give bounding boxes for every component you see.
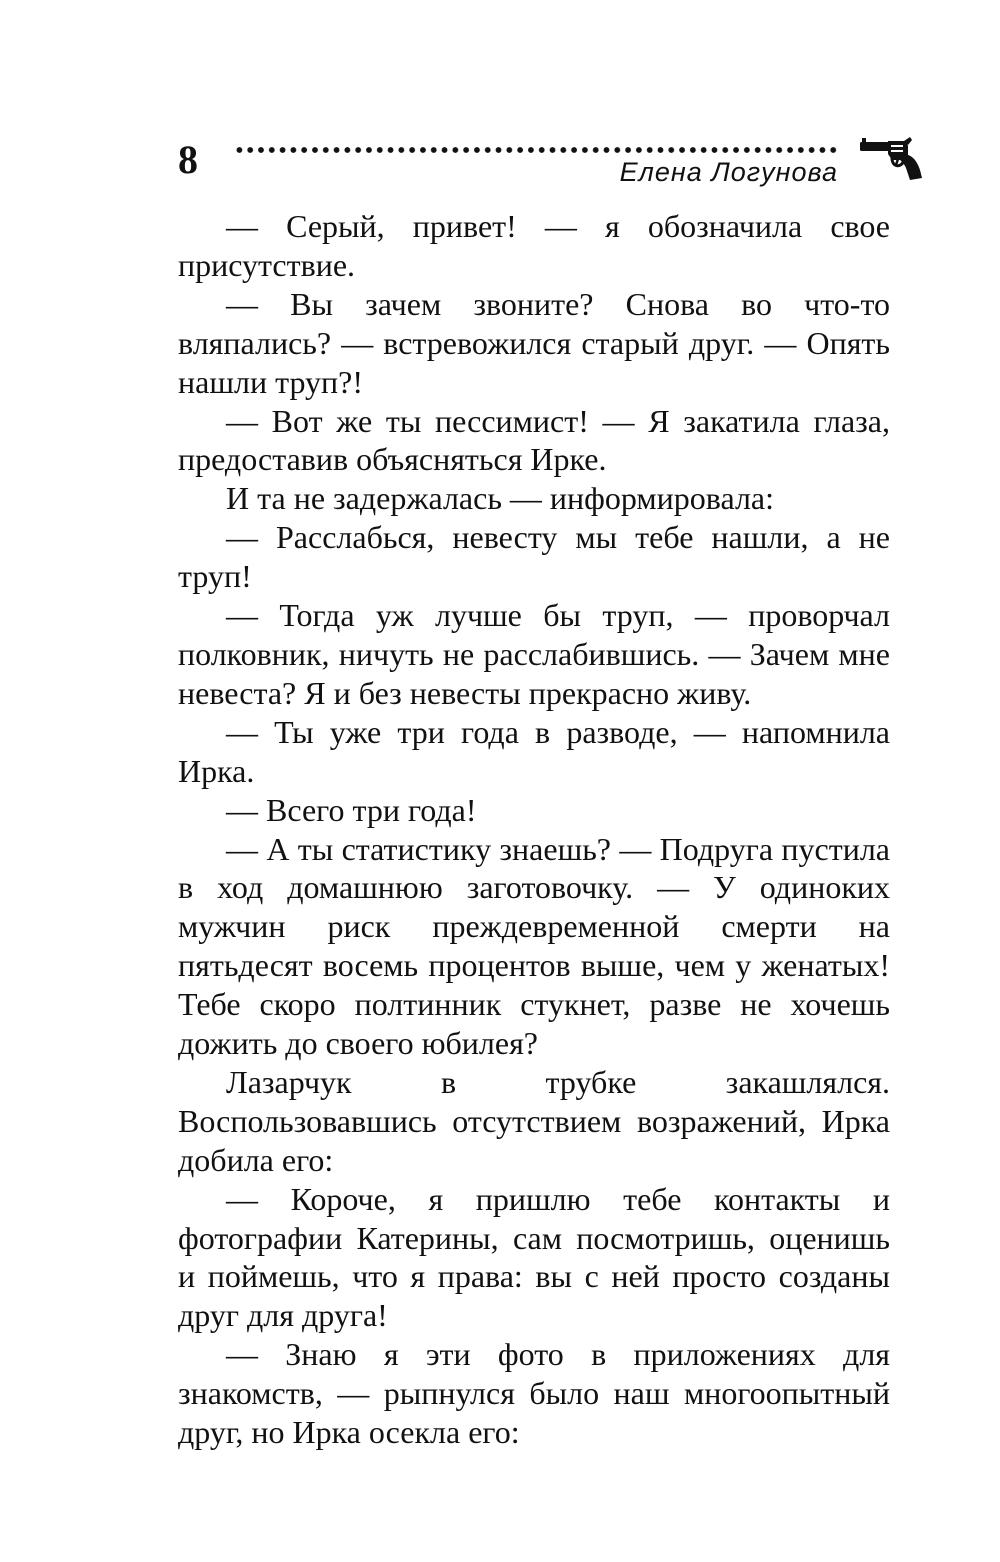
body-text	[178, 207, 890, 1452]
paragraph: — Ты уже три года в разводе, — напомнила Ирка.	[178, 713, 890, 789]
paragraph: — Вот же ты пессимист! — Я закатила глаза, предоставив объясняться Ирке.	[178, 402, 890, 478]
page-number: 8	[178, 137, 198, 182]
paragraph: — Всего три года!	[226, 791, 477, 828]
author-name: Елена Логунова	[619, 157, 838, 187]
paragraph: — Расслабься, невесту мы тебе нашли, а не труп!	[178, 519, 890, 595]
revolver-icon	[858, 136, 924, 182]
paragraph: — Тогда уж лучше бы труп, — проворчал полковник, ничуть не расслабившись. — Зачем мне невеста? Я и без невесты прекрасно живу.	[178, 597, 890, 711]
paragraph: — Серый, привет! — я обозначила свое присутствие.	[178, 208, 890, 283]
paragraph: — А ты статистику знаешь? — Подруга пустила в ход домашнюю заготовочку. — У одиноких мужчин риск преждевременной смерти на пятьдесят восемь процентов выше, чем у женатых! Тебе скоро полтинник стукнет, разве не хочешь дожить до своего юбилея?	[178, 830, 890, 1062]
paragraph: — Короче, я пришлю тебе контакты и фотографии Катерины, сам посмотришь, оценишь и поймешь, что я права: вы с ней просто созданы друг для друга!	[178, 1180, 890, 1334]
paragraph: — Вы зачем звоните? Снова во что-то вляпались? — встревожился старый друг. — Опять нашли труп?!	[178, 285, 890, 400]
header-dotted-rule	[234, 146, 838, 154]
paragraph: Лазарчук в трубке закашлялся. Воспользовавшись отсутствием возражений, Ирка добила его:	[178, 1063, 890, 1178]
paragraph: — Знаю я эти фото в приложениях для знакомств, — рыпнулся было наш многоопытный друг, но Ирка осекла его:	[178, 1336, 890, 1451]
paragraph: И та не задержалась — информировала:	[226, 480, 775, 517]
